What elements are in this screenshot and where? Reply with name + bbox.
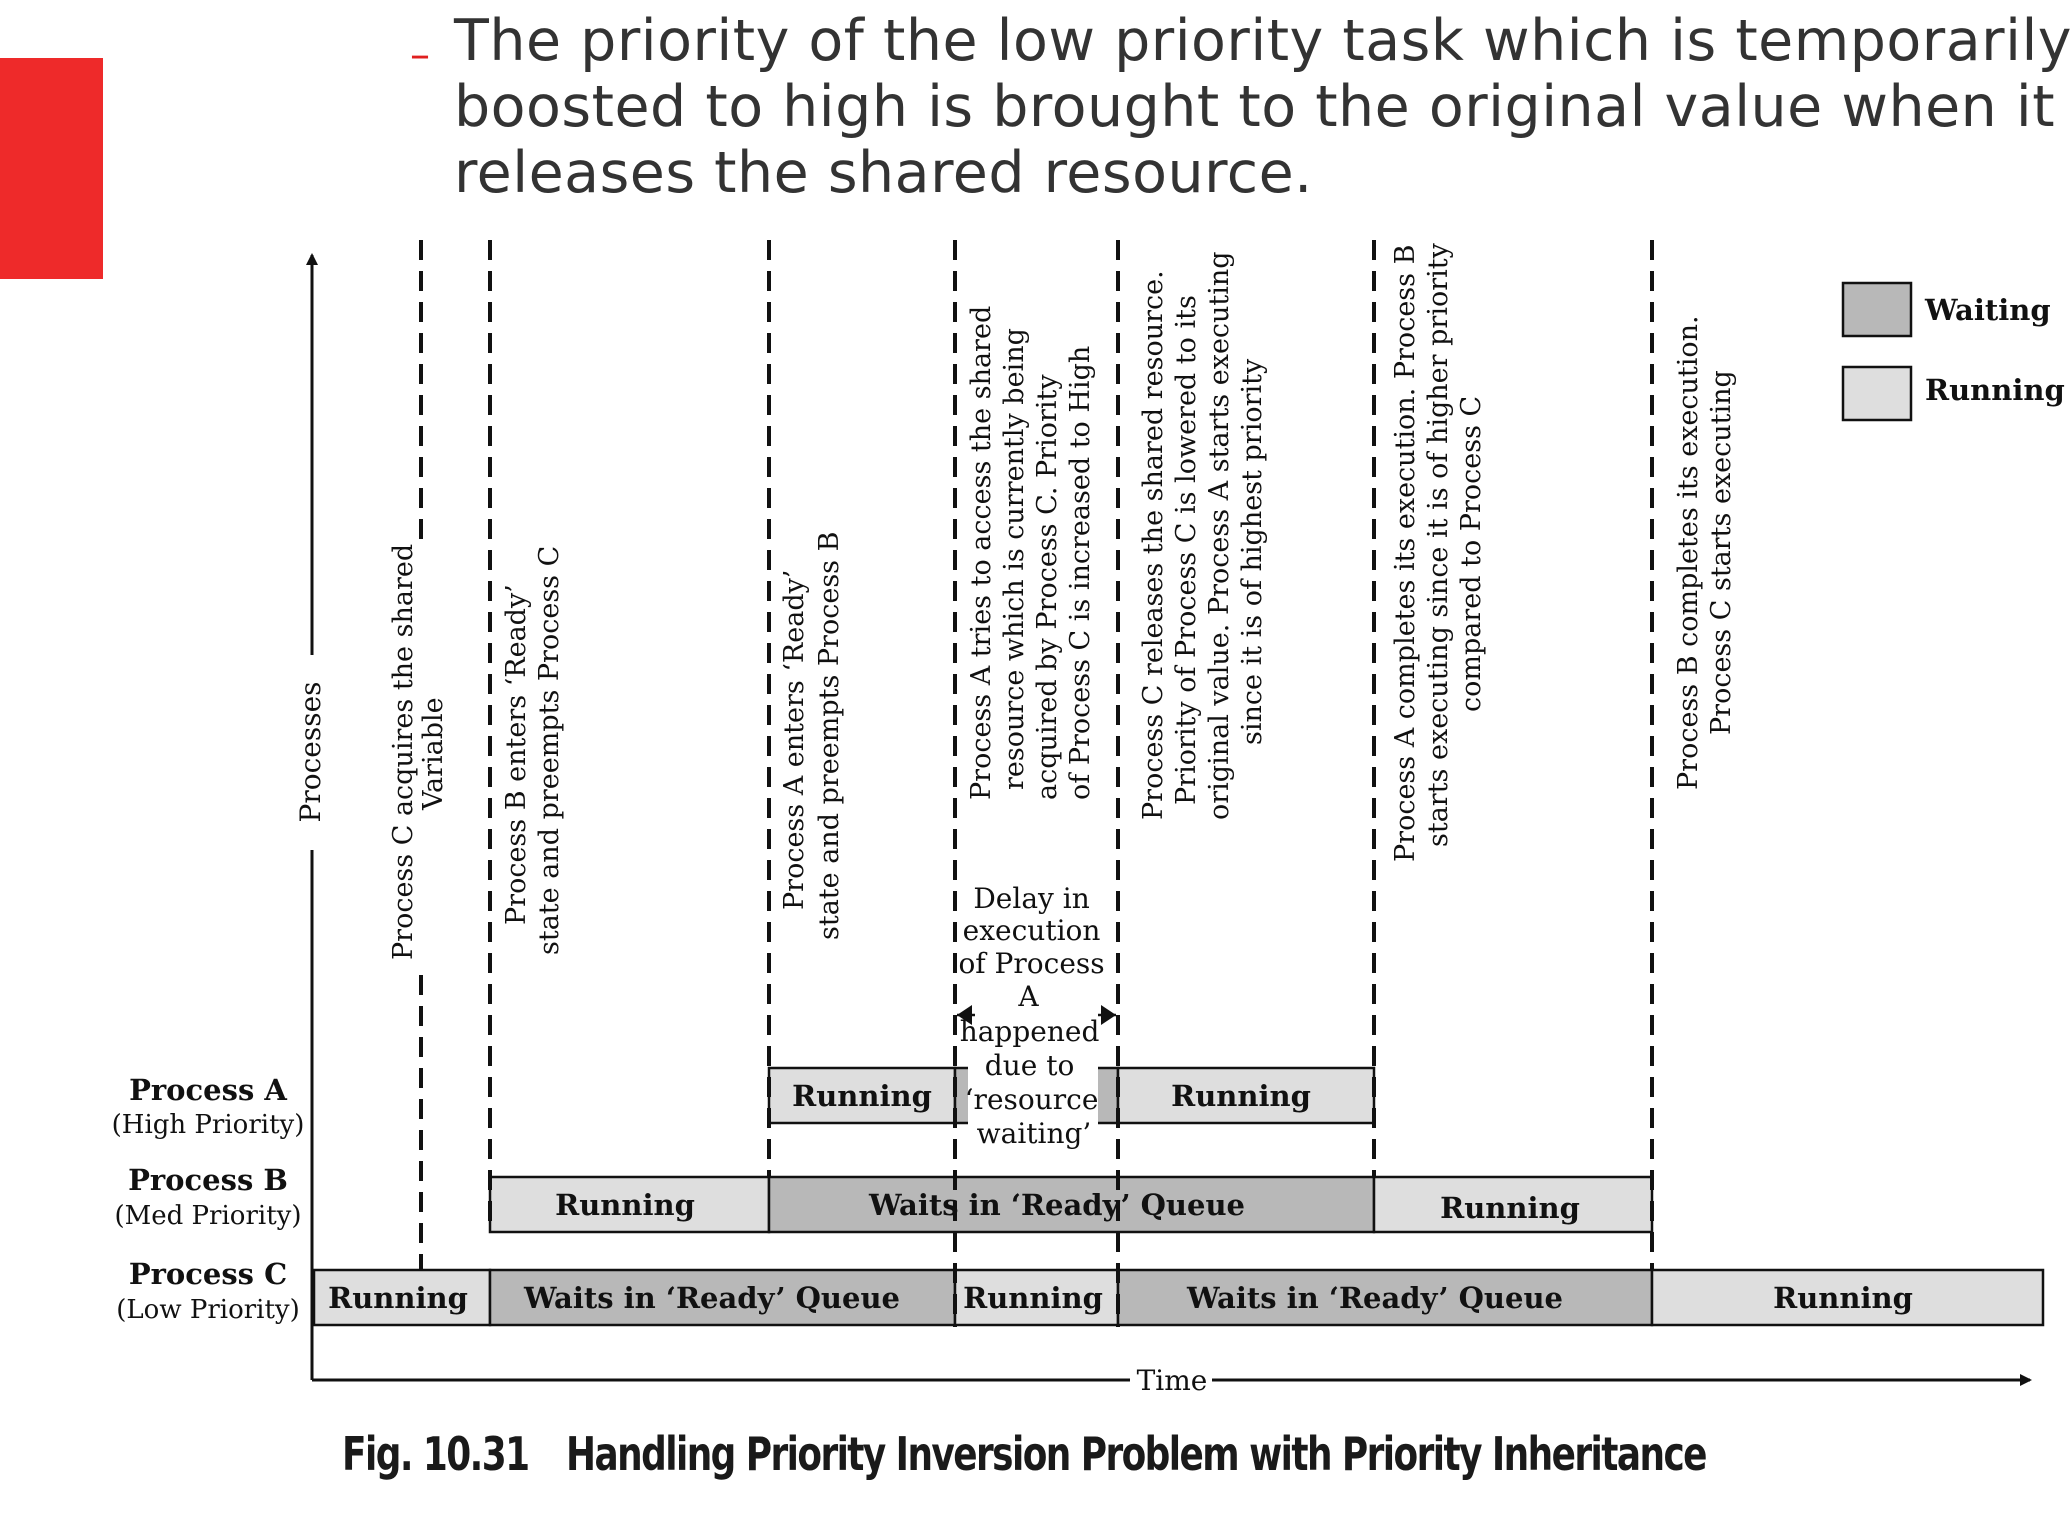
delay-note: Delay in execution of Process A happened due to ‘resource waiting’ <box>958 882 1105 1150</box>
legend-waiting-swatch <box>1843 283 1911 336</box>
process-c-priority: (Low Priority) <box>116 1295 300 1325</box>
b-running-2-label: Running <box>1440 1191 1580 1225</box>
process-b-priority: (Med Priority) <box>114 1201 302 1231</box>
bullet-line-1: The priority of the low priority task which is temporarily <box>454 8 2072 74</box>
event-4-note: Process A tries to access the shared resource which is currently being acquired by Process C. Priority of Process C is increased to High <box>966 305 1096 800</box>
y-axis-label: Processes <box>294 681 327 823</box>
bullet-dash: – <box>410 32 430 78</box>
event-3-note-line-2: state and preempts Process B <box>814 531 845 940</box>
b-waiting-label: Waits in ‘Ready’ Queue <box>868 1188 1246 1222</box>
event-5-note: Process C releases the shared resource. Priority of Process C is lowered to its original value. Process A starts executing since it is of highest priority <box>1138 251 1268 820</box>
bullet-line-2: boosted to high is brought to the original value when it <box>454 74 2056 140</box>
a-running-1-label: Running <box>792 1079 932 1113</box>
x-axis-label: Time <box>1136 1364 1208 1397</box>
process-c-label: Process C <box>128 1257 288 1291</box>
c-waiting-2-label: Waits in ‘Ready’ Queue <box>1186 1281 1564 1315</box>
event-1-note: Process C acquires the shared <box>388 543 419 960</box>
legend-running-swatch <box>1843 367 1911 420</box>
c-running-1-label: Running <box>328 1281 468 1315</box>
figure-title: Handling Priority Inversion Problem with Priority Inheritance <box>565 1427 1706 1481</box>
c-running-2-label: Running <box>963 1281 1103 1315</box>
b-running-1-label: Running <box>555 1188 695 1222</box>
legend-running-label: Running <box>1925 373 2065 407</box>
event-1-note-line-2: Variable <box>418 697 449 810</box>
event-6-note: Process A completes its execution. Process B starts executing since it is of higher priority compared to Process C <box>1390 243 1487 862</box>
process-b-label: Process B <box>128 1163 288 1197</box>
legend-waiting-label: Waiting <box>1925 293 2051 327</box>
event-7-note: Process B completes its execution. Process C starts executing <box>1673 315 1737 790</box>
c-running-3-label: Running <box>1773 1281 1913 1315</box>
event-3-note: Process A enters ‘Ready’ <box>779 569 810 910</box>
bullet-line-3: releases the shared resource. <box>454 140 1313 206</box>
figure-number: Fig. 10.31 <box>342 1427 529 1481</box>
a-running-2-label: Running <box>1171 1079 1311 1113</box>
event-2-note-line-2: state and preempts Process C <box>534 545 565 955</box>
event-2-note: Process B enters ‘Ready’ <box>501 584 532 925</box>
process-a-priority: (High Priority) <box>111 1110 305 1140</box>
c-waiting-1-label: Waits in ‘Ready’ Queue <box>523 1281 901 1315</box>
figure-caption <box>225 1427 1822 1481</box>
process-a-label: Process A <box>129 1073 287 1107</box>
